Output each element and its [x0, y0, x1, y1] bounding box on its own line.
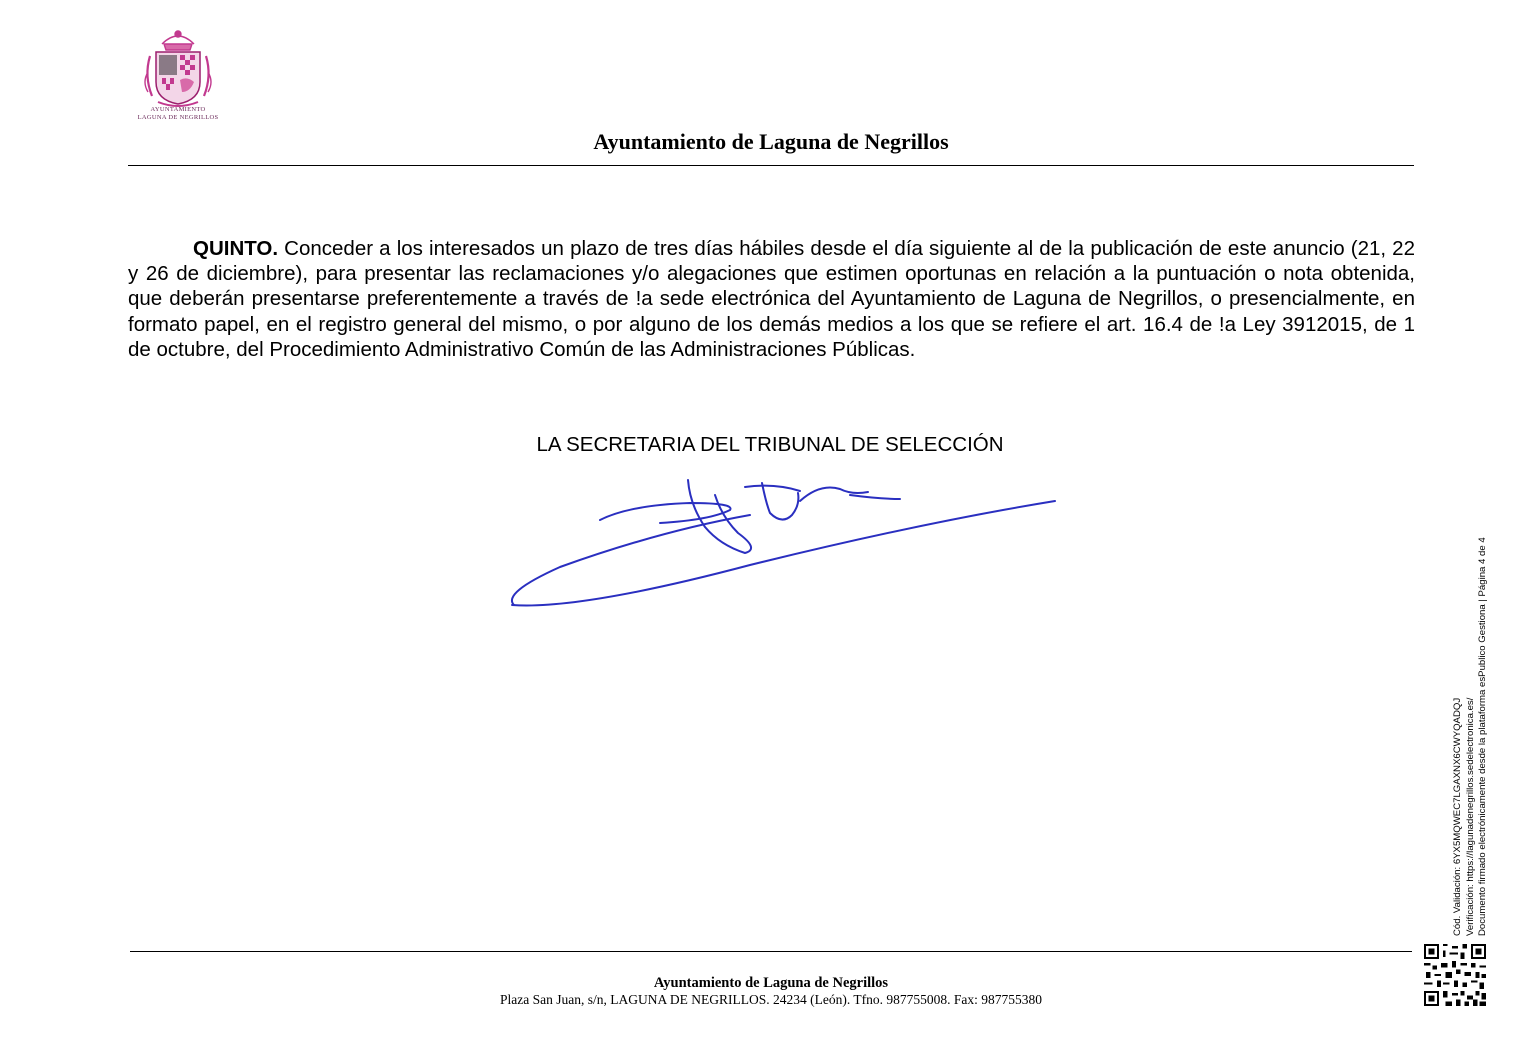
- body-paragraph: [128, 236, 1415, 362]
- verification-platform: Documento firmado electrónicamente desde la plataforma esPublico Gestiona | Página 4 de 4: [1477, 537, 1488, 936]
- footer-address: Plaza San Juan, s/n, LAGUNA DE NEGRILLOS. 24234 (León). Tfno. 987755008. Fax: 987755380: [500, 992, 1042, 1007]
- header-divider: [128, 165, 1414, 166]
- crest-caption: [110, 106, 246, 122]
- handwritten-signature-icon: [500, 465, 1070, 625]
- paragraph-lead: QUINTO.: [193, 237, 279, 260]
- verification-code: Cód. Validación: 6YX5MQWEC7LGAXNX6CWYQADQJ: [1452, 697, 1463, 936]
- verification-url[interactable]: Verificación: https://lagunadenegrillos.sedelectronica.es/: [1464, 697, 1476, 936]
- verification-stamp: [1452, 476, 1492, 936]
- paragraph-text: Conceder a los interesados un plazo de tres días hábiles desde el día siguiente al de la publicación de este anuncio (21, 22 y 26 de diciembre), para presentar las reclamaciones y/o alegaciones que estimen oportunas en relación a la puntuación o nota obtenida, que deberán presentarse preferentemente a través de !a sede electrónica del Ayuntamiento de Laguna de Negrillos, o presencialmente, en formato papel, en el registro general del mismo, o por alguno de los demás medios a los que se refiere el art. 16.4 de !a Ley 3912015, de 1 de octubre, del Procedimiento Administrativo Común de las Administraciones Públicas.: [128, 237, 1415, 361]
- footer-divider: [130, 951, 1412, 952]
- qr-code-icon[interactable]: [1424, 944, 1486, 1006]
- footer-org-name: Ayuntamiento de Laguna de Negrillos: [653, 975, 889, 991]
- header-title: Ayuntamiento de Laguna de Negrillos: [593, 129, 949, 154]
- crest-caption-line1: AYUNTAMIENTO: [150, 106, 206, 113]
- crest-caption-line2: LAGUNA DE NEGRILLOS: [137, 114, 219, 121]
- signature-title: LA SECRETARIA DEL TRIBUNAL DE SELECCIÓN: [536, 433, 1004, 456]
- municipal-crest-icon: [140, 26, 216, 108]
